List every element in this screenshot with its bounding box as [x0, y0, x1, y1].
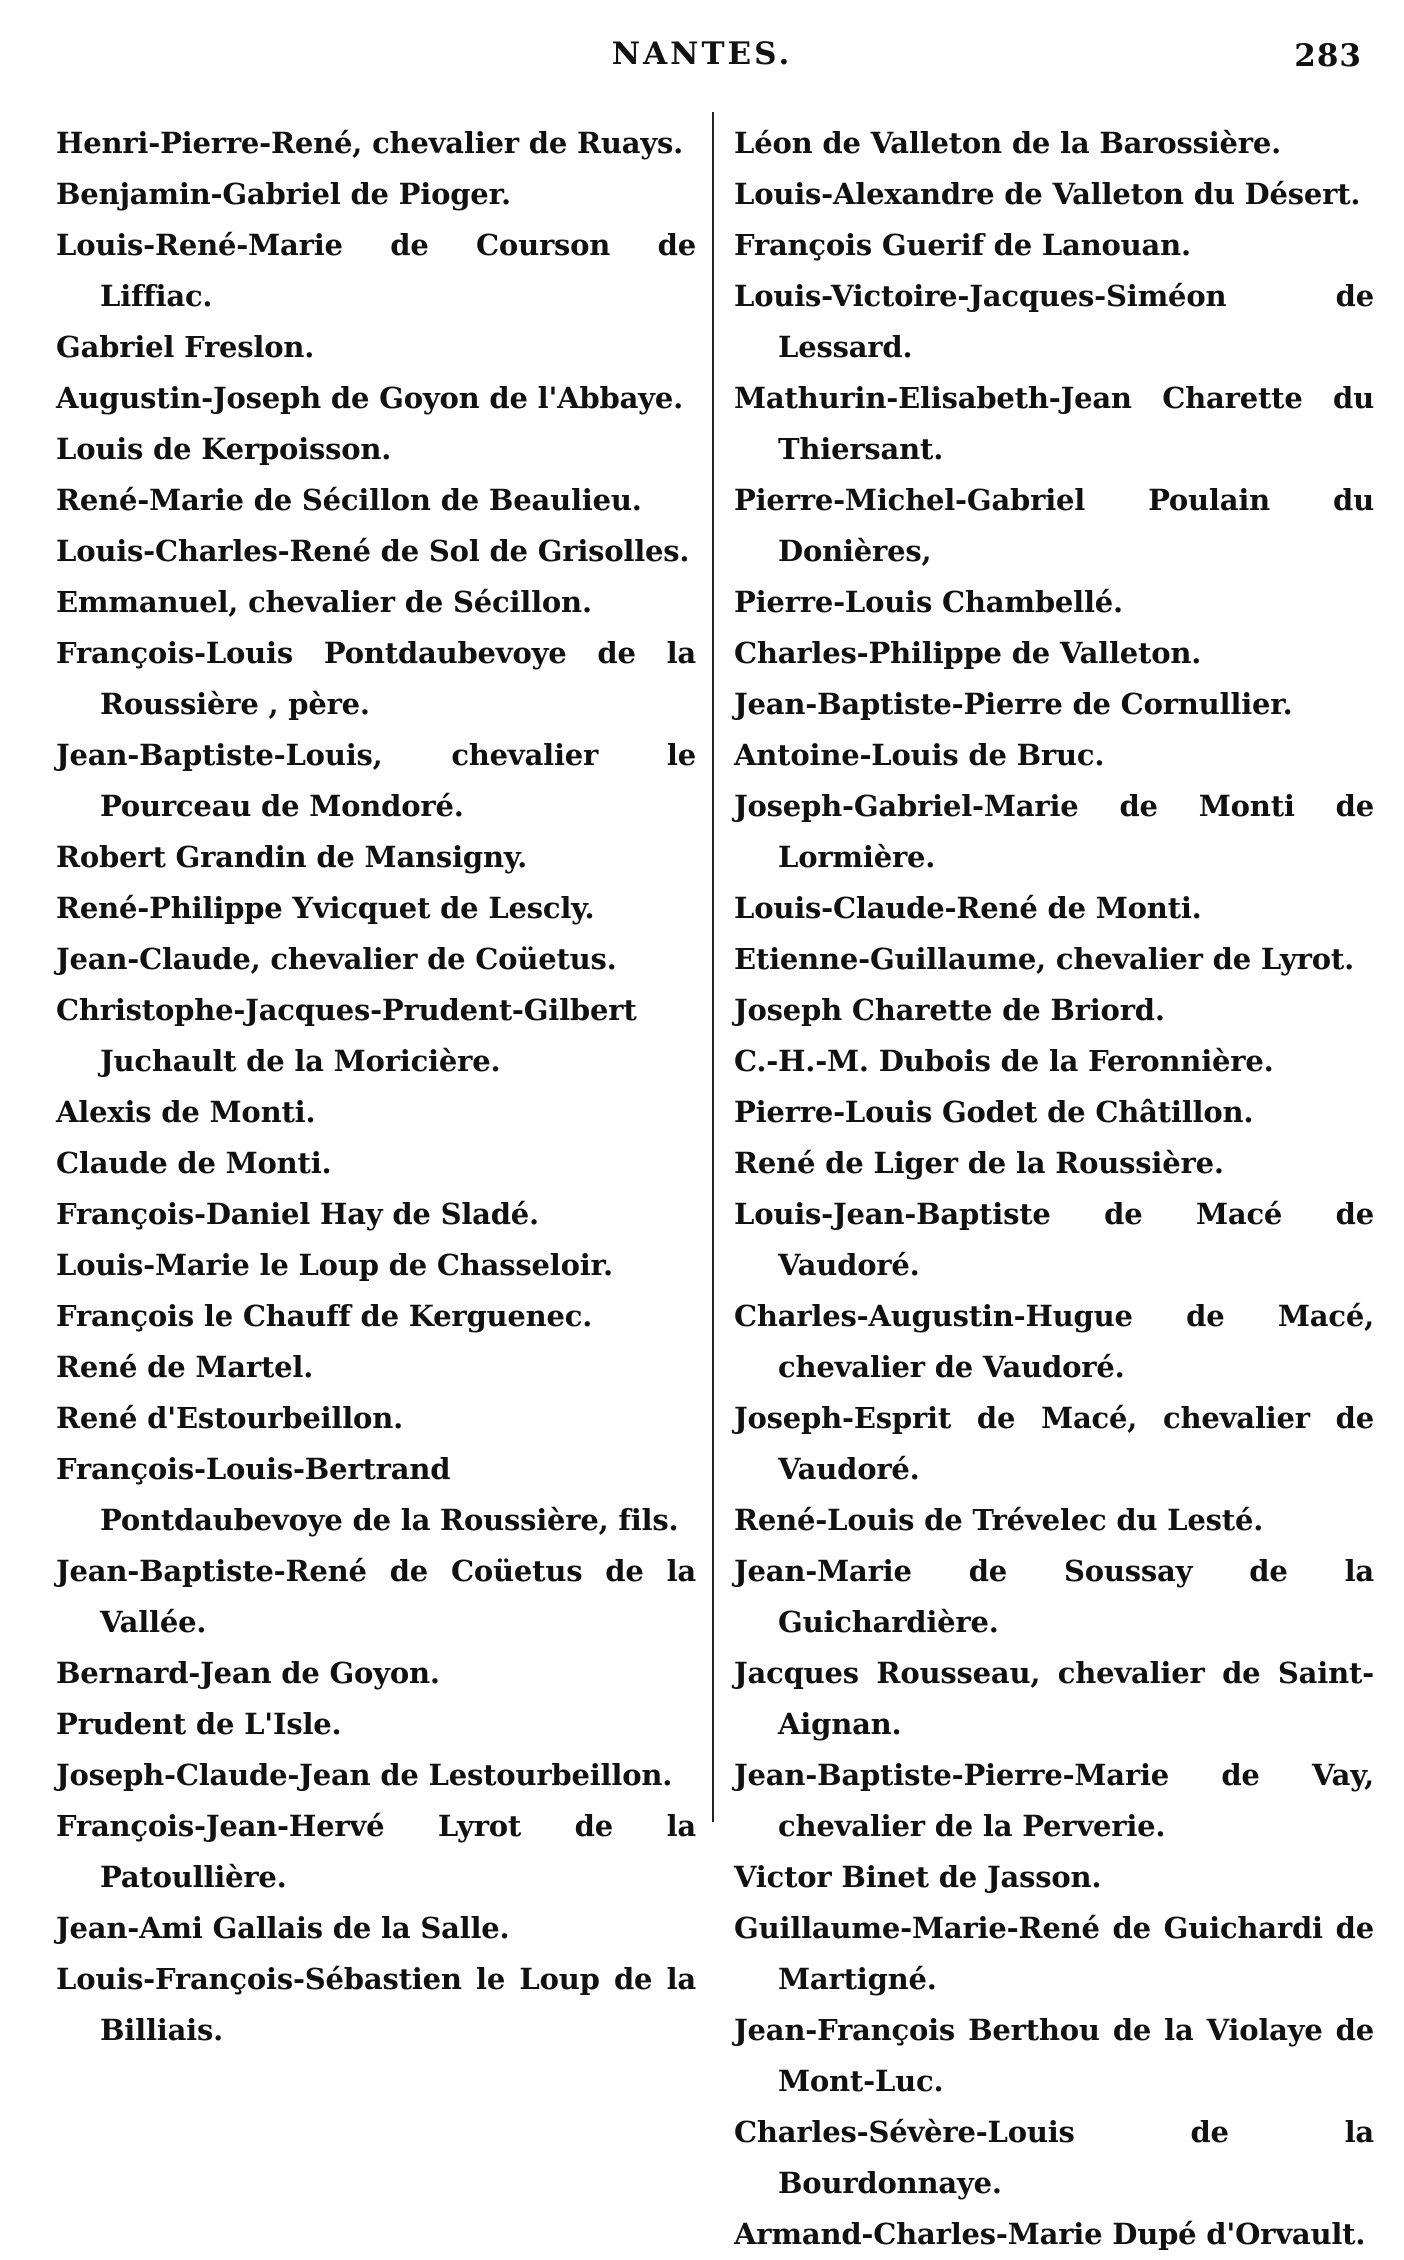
name-entry: Joseph-Gabriel-Marie de Monti de Lormière. — [734, 789, 1374, 874]
name-entry: Mathurin-Elisabeth-Jean Charette du Thiersant. — [734, 381, 1374, 466]
name-entry: René-Louis de Trévelec du Lesté. — [734, 1503, 1264, 1537]
name-entry: Louis-Jean-Baptiste de Macé de Vaudoré. — [734, 1197, 1374, 1282]
page-header — [0, 28, 1404, 88]
name-entry: Antoine-Louis de Bruc. — [734, 738, 1105, 772]
name-entry: Jean-Marie de Soussay de la Guichardière. — [734, 1554, 1374, 1639]
name-entry: Jean-Baptiste-René de Coüetus de la Vallée. — [56, 1554, 696, 1639]
name-entry: Gabriel Freslon. — [56, 330, 315, 364]
name-entry: Guillaume-Marie-René de Guichardi de Martigné. — [734, 1911, 1374, 1996]
name-entry: Prudent de L'Isle. — [56, 1707, 342, 1741]
name-entry: Charles-Sévère-Louis de la Bourdonnaye. — [734, 2115, 1374, 2200]
name-entry: René d'Estourbeillon. — [56, 1401, 403, 1435]
name-entry: Louis-René-Marie de Courson de Liffiac. — [56, 228, 696, 313]
name-entry: Louis-Charles-René de Sol de Grisolles. — [56, 534, 690, 568]
name-entry: Armand-Charles-Marie Dupé d'Orvault. — [734, 2217, 1366, 2251]
name-entry: François-Louis-Bertrand Pontdaubevoye de la Roussière, fils. — [56, 1452, 679, 1537]
name-entry: Pierre-Louis Godet de Châtillon. — [734, 1095, 1254, 1129]
name-entry: François-Jean-Hervé Lyrot de la Patoullière. — [56, 1809, 696, 1894]
page-number: 283 — [1294, 38, 1362, 74]
name-entry: Joseph Charette de Briord. — [734, 993, 1165, 1027]
name-entry: Louis-Victoire-Jacques-Siméon de Lessard. — [734, 279, 1374, 364]
name-entry: Louis-Alexandre de Valleton du Désert. — [734, 177, 1361, 211]
name-entry: Bernard-Jean de Goyon. — [56, 1656, 440, 1690]
name-entry: Claude de Monti. — [56, 1146, 332, 1180]
name-entry: François-Louis Pontdaubevoye de la Roussière , père. — [56, 636, 696, 721]
name-entry: François Guerif de Lanouan. — [734, 228, 1191, 262]
column-divider — [712, 112, 714, 1822]
name-entry: Charles-Philippe de Valleton. — [734, 636, 1202, 670]
name-entry: Benjamin-Gabriel de Pioger. — [56, 177, 511, 211]
name-entry: François le Chauff de Kerguenec. — [56, 1299, 593, 1333]
name-entry: Léon de Valleton de la Barossière. — [734, 126, 1282, 160]
name-entry: Robert Grandin de Mansigny. — [56, 840, 528, 874]
name-entry: C.-H.-M. Dubois de la Feronnière. — [734, 1044, 1274, 1078]
name-entry: René-Marie de Sécillon de Beaulieu. — [56, 483, 642, 517]
name-entry: Christophe-Jacques-Prudent-Gilbert Juchault de la Moricière. — [56, 993, 637, 1078]
name-entry: Jacques Rousseau, chevalier de Saint-Aignan. — [734, 1656, 1374, 1741]
name-entry: Jean-Baptiste-Louis, chevalier le Pourceau de Mondoré. — [56, 738, 696, 823]
name-entry: Jean-Claude, chevalier de Coüetus. — [56, 942, 617, 976]
name-entry: René de Martel. — [56, 1350, 314, 1384]
name-entry: Charles-Augustin-Hugue de Macé, chevalier de Vaudoré. — [734, 1299, 1374, 1384]
name-entry: Alexis de Monti. — [56, 1095, 316, 1129]
name-entry: Jean-Baptiste-Pierre de Cornullier. — [734, 687, 1293, 721]
running-title: NANTES. — [611, 36, 793, 72]
name-entry: René-Philippe Yvicquet de Lescly. — [56, 891, 595, 925]
name-entry: Louis-François-Sébastien le Loup de la Billiais. — [56, 1962, 696, 2047]
name-entry: Etienne-Guillaume, chevalier de Lyrot. — [734, 942, 1354, 976]
name-entry: Jean-Ami Gallais de la Salle. — [56, 1911, 510, 1945]
name-entry: Louis de Kerpoisson. — [56, 432, 392, 466]
left-column — [56, 118, 696, 2056]
name-entry: Henri-Pierre-René, chevalier de Ruays. — [56, 126, 684, 160]
name-entry: Emmanuel, chevalier de Sécillon. — [56, 585, 592, 619]
name-entry: François-Daniel Hay de Sladé. — [56, 1197, 539, 1231]
name-entry: Pierre-Louis Chambellé. — [734, 585, 1123, 619]
name-entry: Jean-François Berthou de la Violaye de Mont-Luc. — [734, 2013, 1374, 2098]
name-entry: Pierre-Michel-Gabriel Poulain du Donières, — [734, 483, 1374, 568]
right-column — [734, 118, 1374, 2260]
name-entry: Louis-Claude-René de Monti. — [734, 891, 1202, 925]
name-entry: René de Liger de la Roussière. — [734, 1146, 1224, 1180]
name-entry: Joseph-Esprit de Macé, chevalier de Vaudoré. — [734, 1401, 1374, 1486]
name-entry: Victor Binet de Jasson. — [734, 1860, 1102, 1894]
name-entry: Jean-Baptiste-Pierre-Marie de Vay, chevalier de la Perverie. — [734, 1758, 1374, 1843]
name-entry: Louis-Marie le Loup de Chasseloir. — [56, 1248, 613, 1282]
name-entry: Joseph-Claude-Jean de Lestourbeillon. — [56, 1758, 673, 1792]
name-entry: Augustin-Joseph de Goyon de l'Abbaye. — [56, 381, 683, 415]
